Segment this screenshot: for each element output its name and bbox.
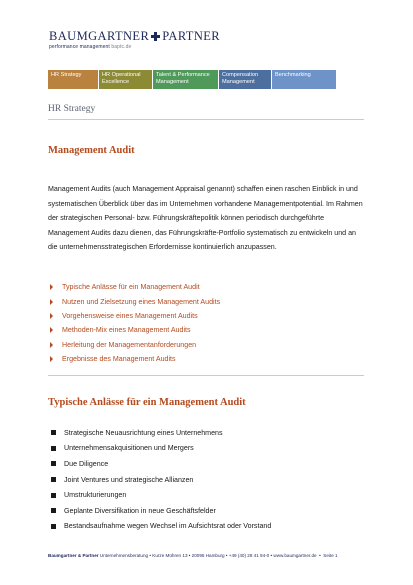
list-item-text: Umstrukturierungen bbox=[64, 491, 127, 500]
intro-paragraph: Management Audits (auch Management Appraisal genannt) schaffen einen raschen Einblick in und systematischen Überblick über das im Unternehmen vorhandene Managementpotential. Im Rahmen der strategischen Personal- bzw. Führungskräftepolitik können periodisch durchgeführte Management Audits dazu dienen, das Führungskräfte-Portfolio systematisch zu entwickeln und an die unternehmensstrategischen Erfordernisse kontinuierlich anzupassen. bbox=[48, 185, 363, 251]
list-item bbox=[51, 472, 271, 488]
list-item bbox=[51, 456, 271, 472]
list-item bbox=[51, 503, 271, 519]
toc-link[interactable] bbox=[50, 323, 220, 337]
arrow-right-icon bbox=[50, 356, 53, 362]
list-item-text: Bestandsaufnahme wegen Wechsel im Aufsichtsrat oder Vorstand bbox=[64, 522, 272, 531]
toc-link[interactable] bbox=[50, 338, 220, 352]
tab-hr-operational-excellence[interactable]: HR Operational Excellence bbox=[99, 70, 152, 89]
toc-link[interactable] bbox=[50, 280, 220, 294]
arrow-right-icon bbox=[50, 313, 53, 319]
list-item-text: Strategische Neuausrichtung eines Unternehmens bbox=[64, 428, 223, 437]
arrow-right-icon bbox=[50, 299, 53, 305]
toc-link[interactable] bbox=[50, 352, 220, 366]
list-item bbox=[51, 487, 271, 503]
logo-subtitle-light: baptc.de bbox=[111, 44, 132, 50]
section2-title: Typische Anlässe für ein Management Audit bbox=[48, 397, 246, 408]
page-title: Management Audit bbox=[48, 145, 135, 156]
logo-right-word: PARTNER bbox=[162, 29, 221, 43]
toc-link[interactable] bbox=[50, 294, 220, 308]
section-label: HR Strategy bbox=[48, 104, 96, 114]
toc-link-label: Methoden-Mix eines Management Audits bbox=[62, 326, 191, 335]
square-bullet-icon bbox=[51, 524, 56, 529]
toc-links bbox=[50, 280, 220, 366]
toc-link-label: Typische Anlässe für ein Management Audit bbox=[62, 283, 200, 292]
list-item-text: Unternehmensakquisitionen und Mergers bbox=[64, 444, 194, 453]
footer-page-number: Seite 1 bbox=[323, 553, 338, 558]
square-bullet-icon bbox=[51, 493, 56, 498]
square-bullet-icon bbox=[51, 508, 56, 513]
arrow-right-icon bbox=[50, 327, 53, 333]
tab-talent-performance-management[interactable]: Talent & Performance Management bbox=[153, 70, 218, 89]
list-item bbox=[51, 441, 271, 457]
square-bullet-icon bbox=[51, 430, 56, 435]
list-item-text: Joint Ventures und strategische Allianzen bbox=[64, 475, 194, 484]
logo-subtitle bbox=[49, 44, 220, 50]
square-bullet-icon bbox=[51, 477, 56, 482]
bullet-list bbox=[51, 425, 271, 534]
toc-link-label: Vorgehensweise eines Management Audits bbox=[62, 311, 198, 320]
list-item-text: Geplante Diversifikation in neue Geschäftsfelder bbox=[64, 506, 216, 515]
tab-compensation-management[interactable]: Compensation Management bbox=[219, 70, 271, 89]
toc-link-label: Nutzen und Zielsetzung eines Management Audits bbox=[62, 297, 221, 306]
footer-details: Unternehmensberatung • Kurze Mühren 13 • 20095 Hamburg • +49 (40) 28 41 94-0 • www.baumgartner.de bbox=[99, 553, 317, 558]
page-footer: Baumgartner & Partner Unternehmensberatung • Kurze Mühren 13 • 20095 Hamburg • +49 (40) 28 41 94-0 • www.baumgartner.de • Seite 1 bbox=[48, 553, 338, 558]
square-bullet-icon bbox=[51, 461, 56, 466]
cross-icon bbox=[151, 32, 160, 41]
logo-left-word: BAUMGARTNER bbox=[49, 29, 150, 43]
logo-wordmark bbox=[49, 30, 220, 42]
logo-subtitle-main: performance management bbox=[49, 44, 110, 50]
footer-company: Baumgartner & Partner bbox=[48, 553, 99, 558]
arrow-right-icon bbox=[50, 284, 53, 290]
tab-benchmarking[interactable]: Benchmarking bbox=[272, 70, 336, 89]
toc-link[interactable] bbox=[50, 309, 220, 323]
tab-hr-strategy[interactable]: HR Strategy bbox=[48, 70, 98, 89]
divider-middle bbox=[48, 375, 364, 376]
company-logo bbox=[49, 30, 220, 50]
toc-link-label: Herleitung der Managementanforderungen bbox=[62, 340, 197, 349]
list-item-text: Due Diligence bbox=[64, 459, 109, 468]
arrow-right-icon bbox=[50, 342, 53, 348]
divider-top bbox=[48, 119, 364, 120]
toc-link-label: Ergebnisse des Management Audits bbox=[62, 355, 176, 364]
square-bullet-icon bbox=[51, 446, 56, 451]
list-item bbox=[51, 519, 271, 535]
list-item bbox=[51, 425, 271, 441]
category-tabs bbox=[48, 70, 336, 89]
